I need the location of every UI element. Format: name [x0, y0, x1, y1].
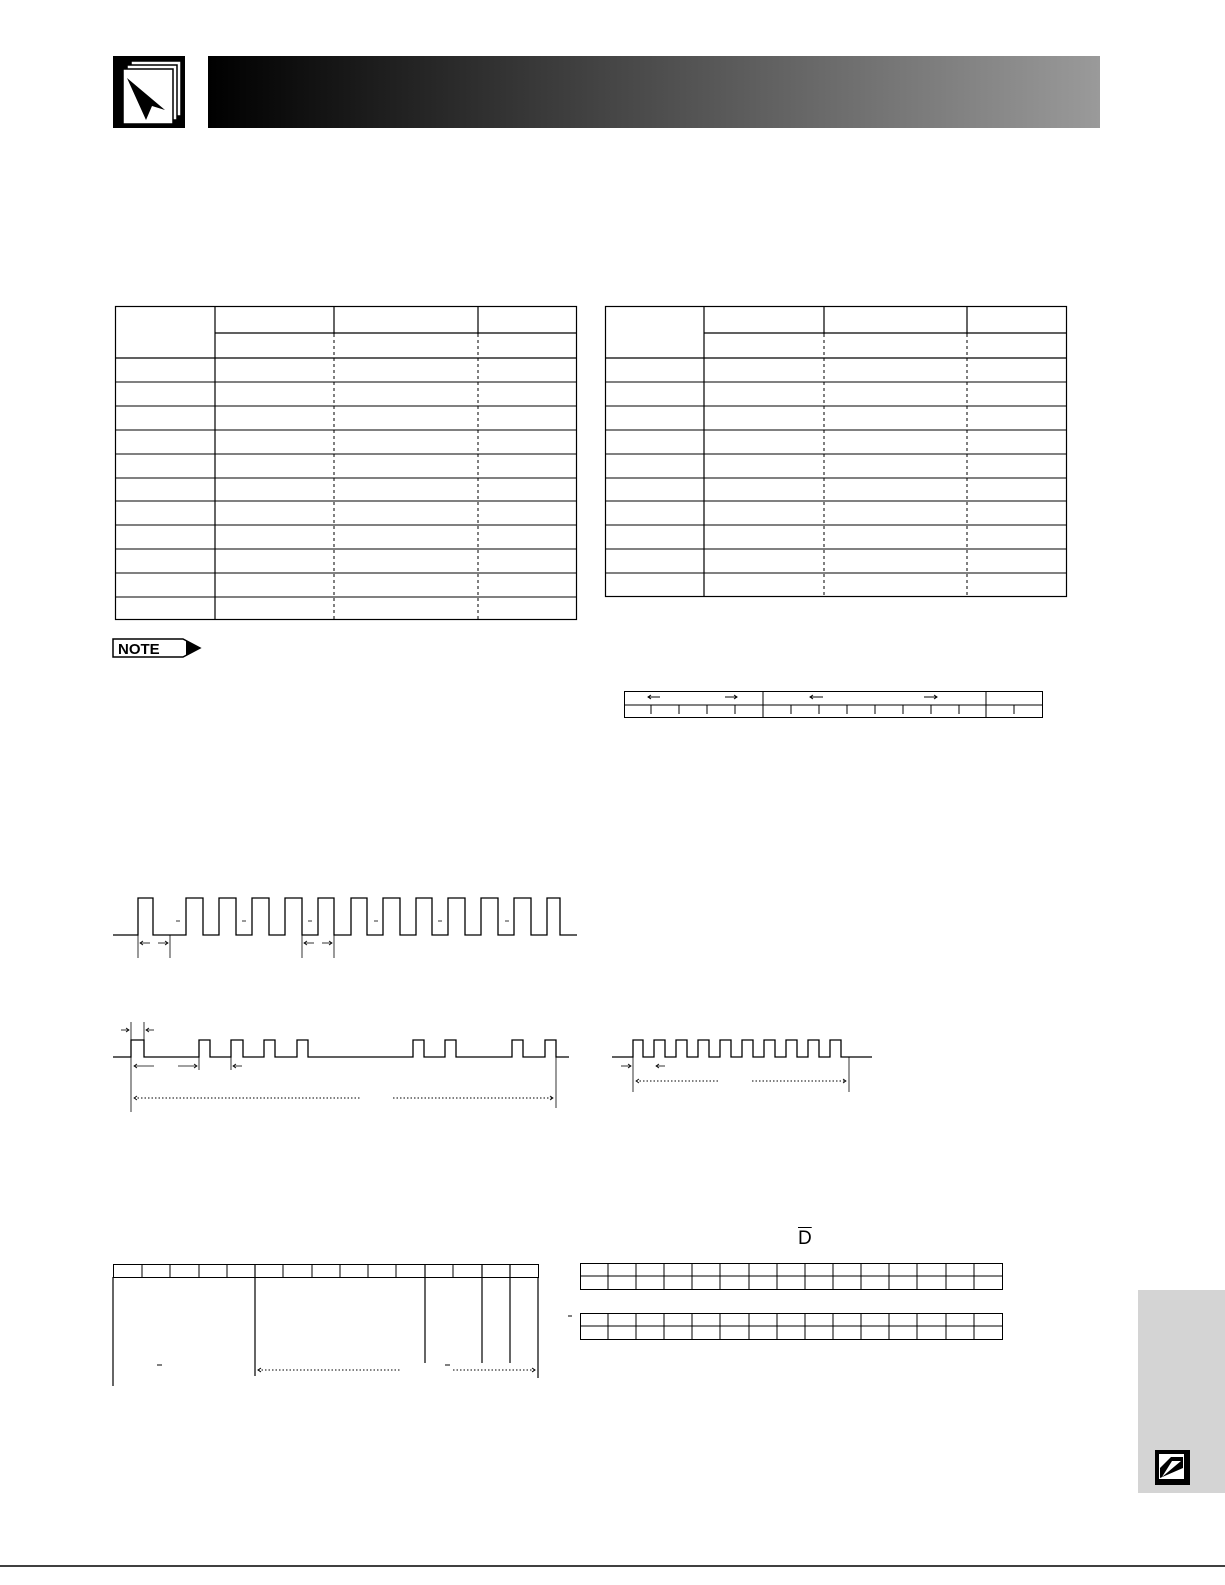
- side-tab: [1138, 1290, 1225, 1493]
- note-label: NOTE: [118, 641, 160, 658]
- pulse-waveform-2: [113, 1022, 569, 1112]
- bit-table-upper: [580, 1263, 1003, 1290]
- stacked-pages-arrow-icon: [113, 56, 185, 128]
- pulse-waveform-3: [612, 1040, 872, 1092]
- left-table: [116, 306, 577, 620]
- bit-field-diagram: [624, 691, 1043, 718]
- right-table: [606, 306, 1067, 597]
- bit-table-lower: [568, 1313, 1003, 1340]
- pulse-waveform-1: [113, 898, 577, 958]
- note-badge: [113, 639, 200, 658]
- document-corner-icon: [1155, 1450, 1190, 1485]
- inverted-data-label: $\overline{D}$: [798, 1228, 812, 1249]
- bit-frame-diagram: [113, 1264, 539, 1386]
- header-gradient-bar: [208, 56, 1100, 128]
